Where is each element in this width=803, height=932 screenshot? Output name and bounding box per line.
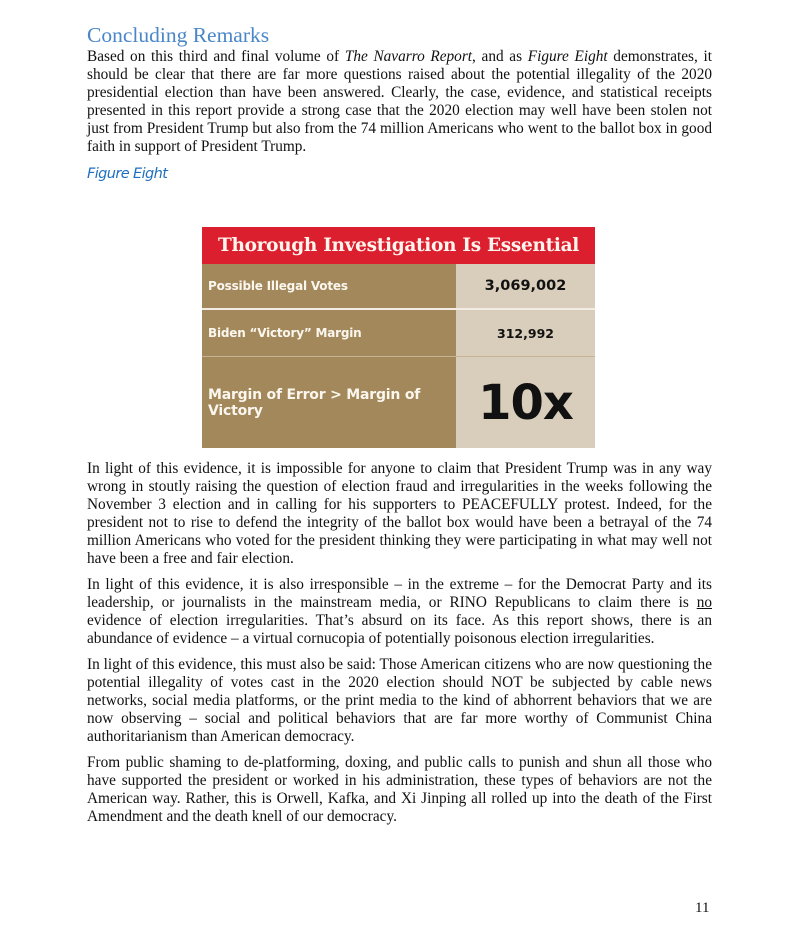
report-title-italic: The Navarro Report (344, 48, 473, 65)
underlined-word: no (696, 594, 712, 611)
section-heading: Concluding Remarks (87, 23, 270, 47)
figure-caption: Figure Eight (87, 166, 168, 182)
paragraph-2-text-b: evidence of election irregularities. That’s absurd on its face. As this report shows, there is an abundance of evidence – a virtual cornucopia of potentially poisonous election irregularities. (87, 612, 712, 647)
figure-row-illegal-votes (202, 264, 595, 310)
lower-section (87, 460, 712, 834)
intro-text-2: , and as (472, 48, 528, 65)
figure-reference-italic: Figure Eight (527, 48, 608, 65)
row-value: 3,069,002 (456, 264, 595, 308)
page-number: 11 (695, 900, 710, 916)
figure-row-victory-margin (202, 310, 595, 357)
row-value: 10x (456, 357, 595, 448)
paragraph-3: In light of this evidence, this must also be said: Those American citizens who are now questioning the potential illegality of votes cast in the 2020 election should NOT be subjected by cable news networks, social media platforms, or the print media to the kind of abhorrent behaviors that we are now observing – social and political behaviors that are far more worthy of Communist China authoritarianism than American democracy. (87, 656, 712, 745)
figure-title: Thorough Investigation Is Essential (202, 227, 595, 264)
row-label: Margin of Error > Margin of Victory (202, 357, 456, 448)
paragraph-4: From public shaming to de-platforming, doxing, and public calls to punish and shun all those who have supported the president or worked in his administration, these types of behaviors are not the American way. Rather, this is Orwell, Kafka, and Xi Jinping all rolled up into the death of the First Amendment and the death knell of our democracy. (87, 754, 712, 825)
row-label: Biden “Victory” Margin (202, 310, 456, 356)
upper-section (87, 22, 712, 184)
intro-text-1: Based on this third and final volume of (87, 48, 345, 65)
paragraph-2-text-a: In light of this evidence, it is also irresponsible – in the extreme – for the Democrat Party and its leadership, or journalists in the mainstream media, or RINO Republicans to claim there is (87, 576, 712, 611)
figure-table (202, 227, 595, 448)
row-value: 312,992 (456, 310, 595, 356)
figure-row-margin-ratio (202, 357, 595, 448)
paragraph-1: In light of this evidence, it is impossible for anyone to claim that President Trump was in any way wrong in stoutly raising the question of election fraud and irregularities in the weeks following the November 3 election and in calling for his supporters to PEACEFULLY protest. Indeed, for the president not to rise to defend the integrity of the ballot box would have been a betrayal of the 74 million Americans who voted for the president thinking they were participating in what may well not have been a free and fair election. (87, 460, 712, 567)
paragraph-2 (87, 576, 712, 648)
row-label: Possible Illegal Votes (202, 264, 456, 308)
intro-paragraph (87, 48, 712, 156)
intro-text-3: demonstrates, it should be clear that there are far more questions raised about the potential illegality of the 2020 presidential election than have been answered. Clearly, the case, evidence, and statistical receipts presented in this report provide a strong case that the 2020 election may well have been stolen not just from President Trump but also from the 74 million Americans who went to the ballot box in good faith in support of President Trump. (87, 48, 713, 155)
